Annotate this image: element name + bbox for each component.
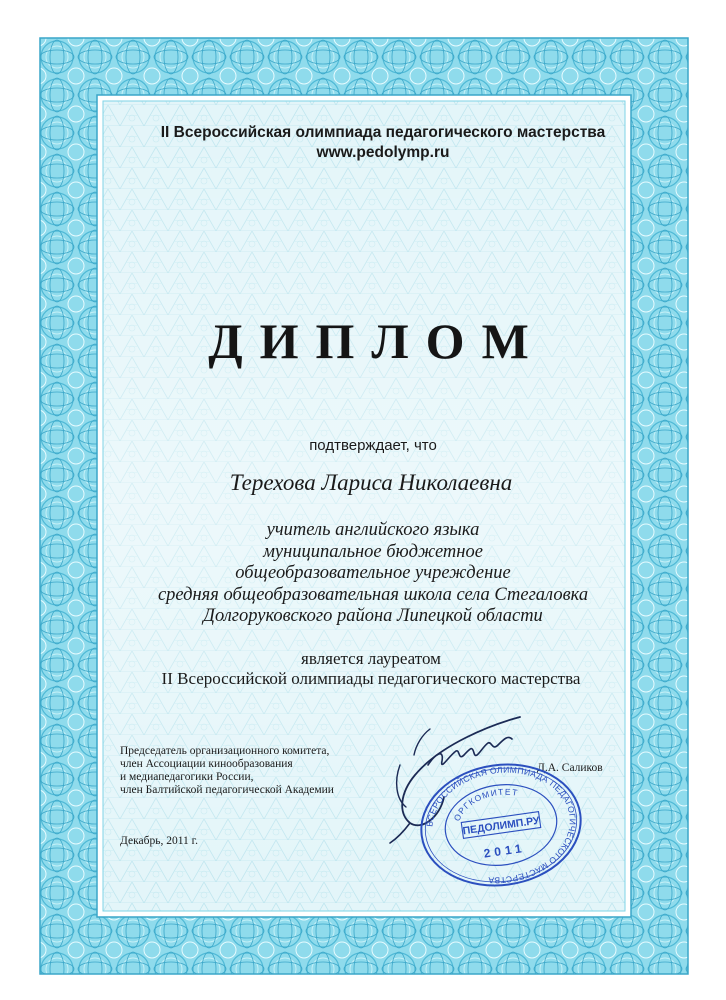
caption-line: Председатель организационного комитета,	[120, 745, 330, 757]
caption-line: член Ассоциации кинообразования	[120, 758, 293, 770]
diploma-heading: ДИПЛОМ	[208, 313, 546, 369]
laureate-statement	[8, 649, 726, 689]
position-line: муниципальное бюджетное	[263, 541, 483, 562]
confirms-text: подтверждает, что	[309, 437, 437, 454]
position-line: средняя общеобразовательная школа села Стегаловка	[157, 584, 589, 605]
stamp-inner-text: ОРГКОМИТЕТ	[451, 786, 520, 823]
stamp-ring-text: ВСЕРОССИЙСКАЯ ОЛИМПИАДА ПЕДАГОГИЧЕСКОГО МАСТЕРСТВА	[424, 764, 578, 886]
olympiad-line: II Всероссийской олимпиады педагогического мастерства	[161, 669, 581, 688]
position-line: Долгоруковского района Липецкой области	[203, 606, 543, 626]
caption-line: и медиапедагогики России,	[120, 771, 254, 783]
olympiad-title: II Всероссийская олимпиада педагогического мастерства	[160, 124, 606, 141]
signatory-name: Д.А. Саликов	[537, 762, 603, 774]
position-line: общеобразовательное учреждение	[235, 563, 511, 583]
stamp-center-text: ПЕДОЛИМП.РУ	[461, 814, 541, 838]
signatory-caption	[120, 745, 334, 797]
awardee-name: Терехова Лариса Николаевна	[229, 470, 513, 495]
official-stamp	[418, 763, 584, 887]
awardee-position	[10, 520, 726, 628]
issue-date: Декабрь, 2011 г.	[120, 835, 198, 847]
caption-line: член Балтийской педагогической Академии	[120, 784, 334, 796]
olympiad-website[interactable]: www.pedolymp.ru	[316, 144, 450, 161]
laureate-line: является лауреатом	[301, 649, 441, 668]
position-line: учитель английского языка	[266, 520, 480, 540]
stamp-year: 2011	[482, 840, 527, 861]
